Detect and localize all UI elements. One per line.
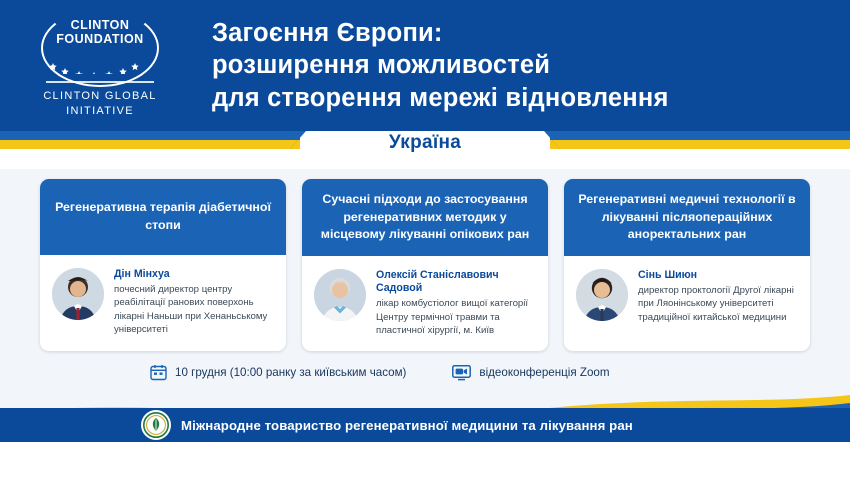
speaker-avatar [576, 269, 628, 321]
session-card-list [40, 179, 810, 351]
session-card[interactable] [564, 179, 810, 351]
logo-name-line1: CLINTON [70, 18, 130, 33]
speaker-role: почесний директор центру реабілітації ранових поверхонь лікарні Наньши при Хенаньському університеті [114, 284, 268, 335]
logo-divider [46, 81, 154, 83]
session-card-speaker [302, 256, 548, 351]
society-emblem-icon [141, 410, 171, 440]
country-ribbon [0, 131, 850, 169]
monitor-icon [452, 365, 471, 381]
session-card-title: Сучасні підходи до застосування регенеративних методик у місцевому лікуванні опікових ран [302, 179, 548, 256]
event-date-text: 10 грудня (10:00 ранку за київським часом) [175, 366, 407, 379]
event-meta [150, 364, 710, 381]
session-card[interactable] [302, 179, 548, 351]
speaker-name: Дін Мінхуа [114, 268, 170, 280]
clinton-foundation-logo [0, 0, 200, 131]
page-title [200, 17, 850, 115]
session-card[interactable] [40, 179, 286, 351]
logo-name-line2: FOUNDATION [56, 32, 144, 47]
logo-sub-line1: CLINTON GLOBAL [43, 89, 157, 102]
clinton-foundation-logo-icon [37, 12, 163, 72]
speaker-name: Сінь Шиюн [638, 268, 698, 281]
footer-text: Міжнародне товариство регенеративної медицини та лікування ран [181, 417, 633, 433]
logo-sub-line2: INITIATIVE [66, 104, 134, 117]
title-line-2: розширення можливостей [212, 51, 551, 80]
header-banner [0, 0, 850, 131]
speaker-name: Олексій Станіславович Садовой [376, 268, 499, 295]
footer-bar [0, 408, 850, 442]
session-card-title: Регенеративна терапія діабетичної стопи [40, 179, 286, 255]
event-date [150, 364, 406, 381]
event-platform [452, 365, 609, 381]
stars-arc-icon [48, 54, 152, 74]
calendar-icon [150, 364, 167, 381]
bottom-margin [0, 442, 850, 478]
speaker-avatar [314, 269, 366, 321]
title-line-3: для створення мережі відновлення [212, 83, 669, 112]
session-card-speaker [564, 256, 810, 350]
speaker-role: директор проктології Другої лікарні при Ляонінському університеті традиційної китайської медицини [638, 285, 794, 323]
speaker-role: лікар комбустіолог вищої категорії Центру термічної травми та пластичної хірургії, м. Київ [376, 298, 529, 336]
content-panel [0, 169, 850, 409]
speaker-avatar [52, 268, 104, 320]
country-label: Україна [388, 132, 462, 153]
title-line-1: Загоєння Європи: [212, 18, 443, 47]
session-card-speaker [40, 255, 286, 350]
session-card-title: Регенеративні медичні технології в лікуванні післяопераційних аноректальних ран [564, 179, 810, 256]
event-platform-text: відеоконференція Zoom [479, 366, 610, 379]
